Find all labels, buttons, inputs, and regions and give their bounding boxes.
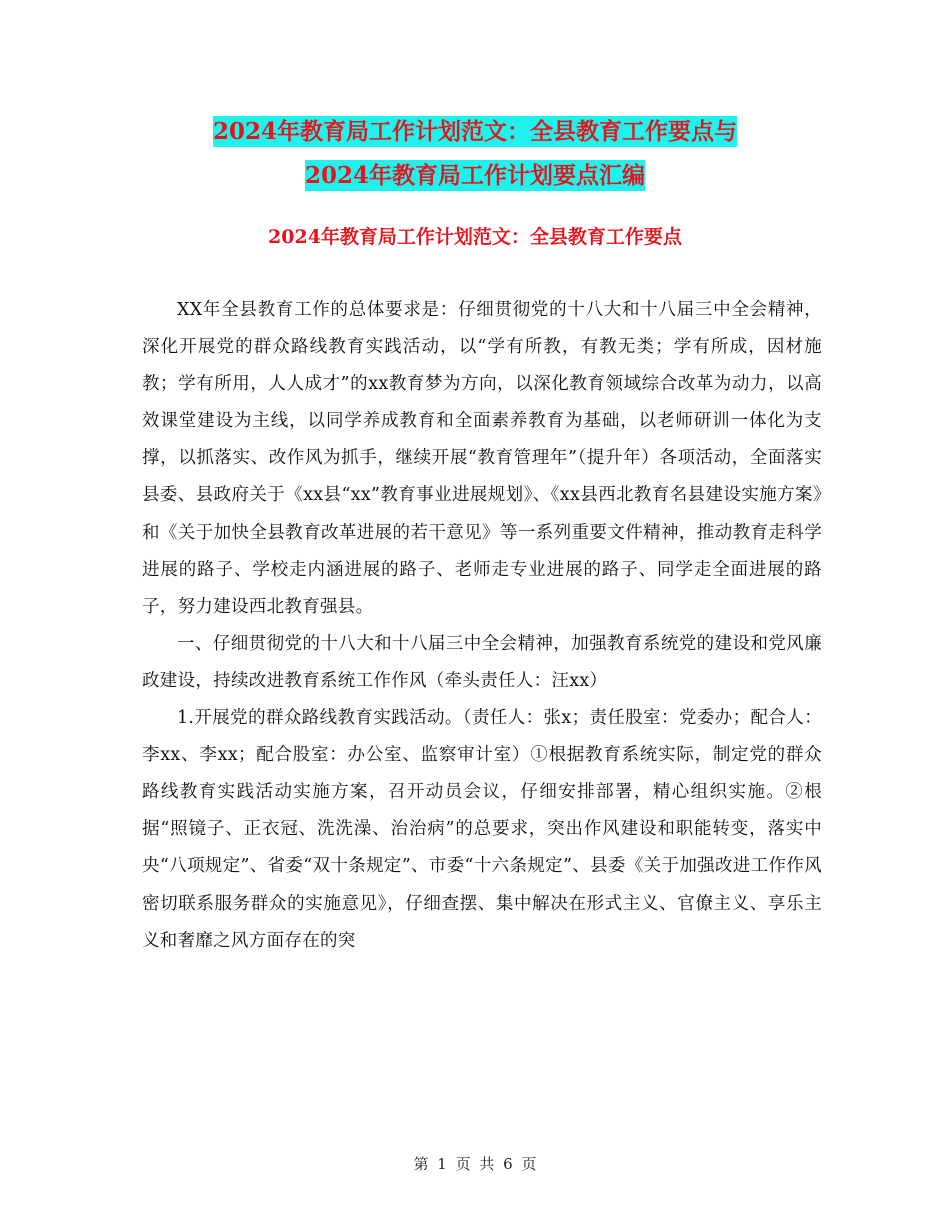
paragraph-intro: XX年全县教育工作的总体要求是：仔细贯彻党的十八大和十八届三中全会精神，深化开展党的群众路线教育实践活动，以“学有所教，有教无类；学有所成，因材施教；学有所用，人人成才”的xx教育梦为方向，以深化教育领域综合改革为动力，以高效课堂建设为主线，以同学养成教育和全面素养教育为基础，以老师研训一体化为支撑，以抓落实、改作风为抓手，继续开展“教育管理年”（提升年）各项活动，全面落实县委、县政府关于《xx县“xx”教育事业进展规划》、《xx县西北教育名县建设实施方案》和《关于加快全县教育改革进展的若干意见》等一系列重要文件精神，推动教育走科学进展的路子、学校走内涵进展的路子、老师走专业进展的路子、同学走全面进展的路子，努力建设西北教育强县。 [142,300,822,617]
page-footer: 第 1 页 共 6 页 [413,1155,537,1173]
paragraph-section-one: 一、仔细贯彻党的十八大和十八届三中全会精神，加强教育系统党的建设和党风廉政建设，持续改进教育系统工作作风（牵头责任人：汪xx） [142,633,822,691]
paragraph-item-one: 1.开展党的群众路线教育实践活动。（责任人：张x；责任股室：党委办；配合人：李xx、李xx；配合股室：办公室、监察审计室）①根据教育系统实际，制定党的群众路线教育实践活动实施方案，召开动员会议，仔细安排部署，精心组织实施。②根据“照镜子、正衣冠、洗洗澡、治治病”的总要求，突出作风建设和职能转变，落实中央“八项规定”、省委“双十条规定”、市委“十六条规定”、县委《关于加强改进工作作风密切联系服务群众的实施意见》，仔细查摆、集中解决在形式主义、官僚主义、享乐主义和奢靡之风方面存在的突 [142,708,822,951]
document-title-line-1: 2024年教育局工作计划范文：全县教育工作要点与 [212,118,737,145]
document-title [0,110,950,198]
section-title: 2024年教育局工作计划范文：全县教育工作要点 [268,226,682,248]
document-body [142,292,822,960]
document-title-line-2: 2024年教育局工作计划要点汇编 [304,162,645,189]
